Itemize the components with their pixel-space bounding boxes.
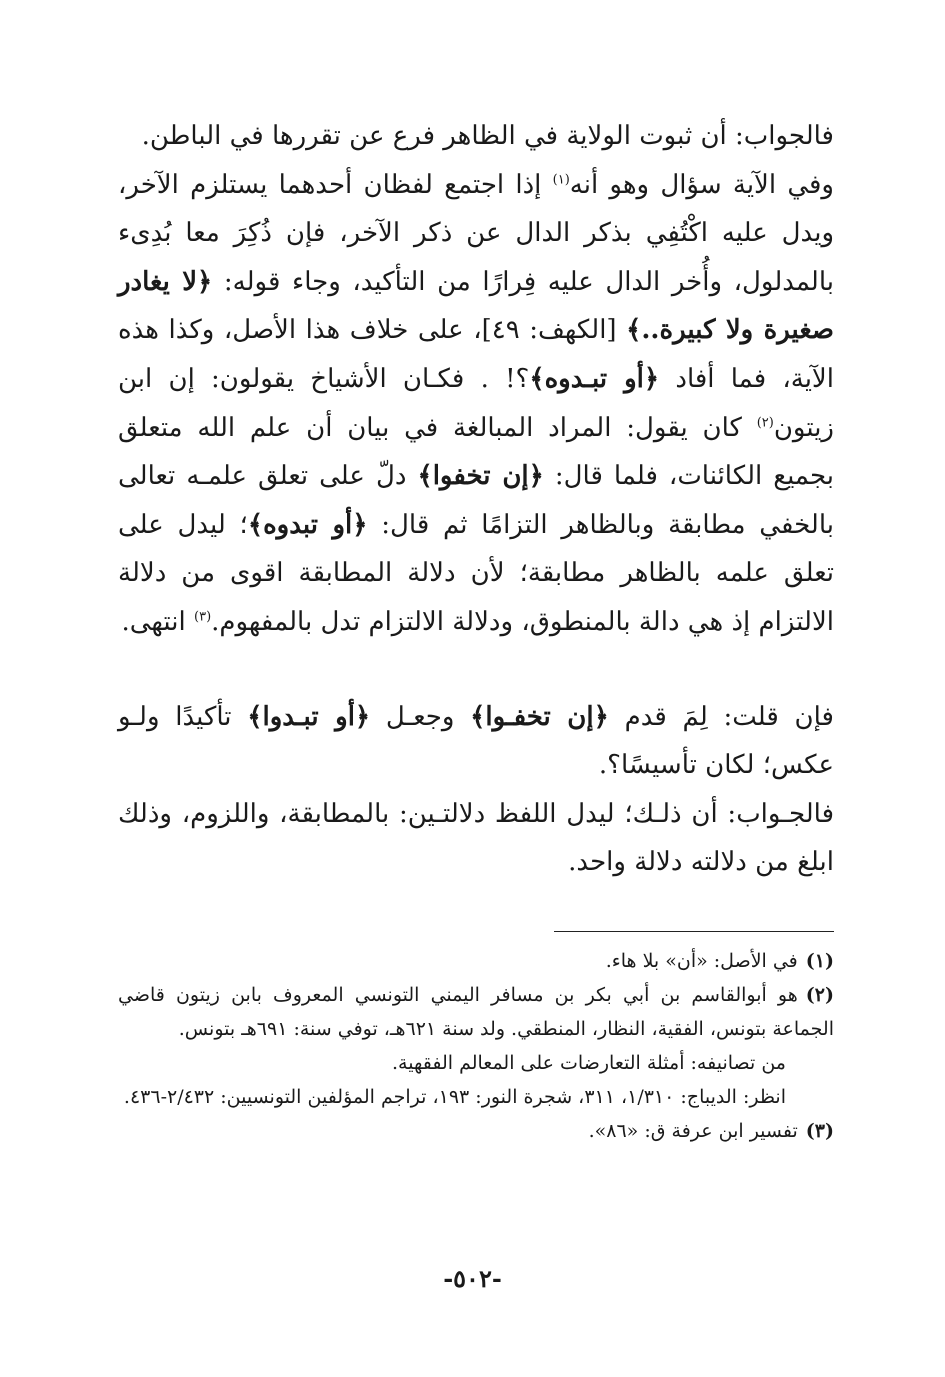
text-run: ؛ ليدل على تعلق علمه بالظاهر مطابقة؛ لأن دلالة المطابقة اقوى من دلالة الالتزام إذ هي دالة بالمنطوق، ودلالة الالتزام تدل بالمفهوم. [118, 509, 834, 637]
quran-quote: ﴿أو تبـدوا﴾ [247, 701, 371, 732]
footnote-number: (٣) [805, 1120, 834, 1142]
footnote-ref-3[interactable]: (٣) [194, 609, 212, 625]
footnote-2-works: من تصانيفه: أمثلة التعارضات على المعالم الفقهية. [392, 1052, 786, 1074]
footnote-2-references: انظر: الديباج: ١/٣١٠، ٣١١، شجرة النور: ١٩٣، تراجم المؤلفين التونسيين: ٢/٤٣٢-٤٣٦. [123, 1086, 786, 1108]
quran-quote: ﴿إن تخفوا﴾ [417, 461, 544, 492]
text-run: فإن قلت: لِمَ قدم [608, 701, 834, 732]
footnote-ref-2[interactable]: (٢) [756, 414, 774, 430]
paragraph-question-verse [118, 161, 834, 647]
footnote-text: هو أبوالقاسم بن أبي بكر بن مسافر اليمني التونسي المعروف بابن زيتون قاضي الجماعة بتونس، الفقية، النظار، المنطقي. ولد سنة ٦٢١هـ، توفي سنة: ٦٩١هـ بتونس. [118, 984, 834, 1040]
footnote-1 [118, 944, 834, 978]
footnote-number: (١) [805, 950, 834, 972]
quran-quote: ﴿أو تبـدوه﴾ [529, 363, 660, 394]
paragraph-answer-1: فالجواب: أن ثبوت الولاية في الظاهر فرع عن تقررها في الباطن. [141, 121, 834, 151]
footnote-text: تفسير ابن عرفة ق: «٨٦». [588, 1120, 798, 1142]
text-run: إذا اجتمع لفظان أحدهما يستلزم الآخر، ويدل عليه اكْتُفِي بذكر الدال عن ذكر الآخر، فإن ذُكِرَ معا بُدِىء بالمدلول، وأُخر الدال عليه فِرارًا من التأكيد، وجاء قوله: [118, 169, 835, 297]
text-run: دلّ على تعلق علمـه تعالى بالخفي مطابقة وبالظاهر التزامًا ثم قال: [118, 461, 834, 540]
footnote-separator [554, 931, 834, 932]
main-text [118, 112, 834, 887]
text-run: كان يقول: المراد المبالغة في بيان أن علم الله متعلق بجميع الكائنات، فلما قال: [118, 412, 834, 492]
text-run: وفي الآية سؤال وهو أنه [569, 169, 834, 200]
quran-quote: ﴿أو تبدوه﴾ [247, 509, 368, 540]
footnote-ref-1[interactable]: (١) [552, 171, 570, 187]
paragraph-answer-2: فالجـواب: أن ذلـك؛ ليدل اللفظ دلالتـين: بالمطابقة، واللزوم، وذلك ابلغ من دلالته دلالة واحد. [118, 798, 834, 878]
text-run: [الكهف: ٤٩]، على خلاف هذا الأصل، وكذا هذه الآية، فما أفاد [118, 315, 834, 394]
quran-quote: ﴿لا يغادر صغيرة ولا كبيرة..﴾ [118, 266, 834, 346]
paragraph-gap [118, 647, 834, 693]
text-run: وجعـل [370, 701, 471, 732]
page-number: -٥٠٢- [443, 1264, 502, 1293]
footnotes [118, 944, 834, 1148]
paragraph-question-2 [118, 693, 834, 790]
footnote-number: (٢) [805, 984, 834, 1006]
footnote-3 [118, 1114, 834, 1148]
text-run: انتهى. [121, 606, 194, 637]
footnote-2 [118, 978, 834, 1046]
text-run: تأكيدًا ولـو عكس؛ لكان تأسيسًا؟. [118, 701, 834, 781]
quran-quote: ﴿إن تخفـوا﴾ [470, 701, 609, 732]
footnote-text: في الأصل: «أن» بلا هاء. [605, 950, 798, 972]
text-run: ؟! . فكـان الأشياخ يقولون: إن ابن زيتون [118, 363, 834, 443]
